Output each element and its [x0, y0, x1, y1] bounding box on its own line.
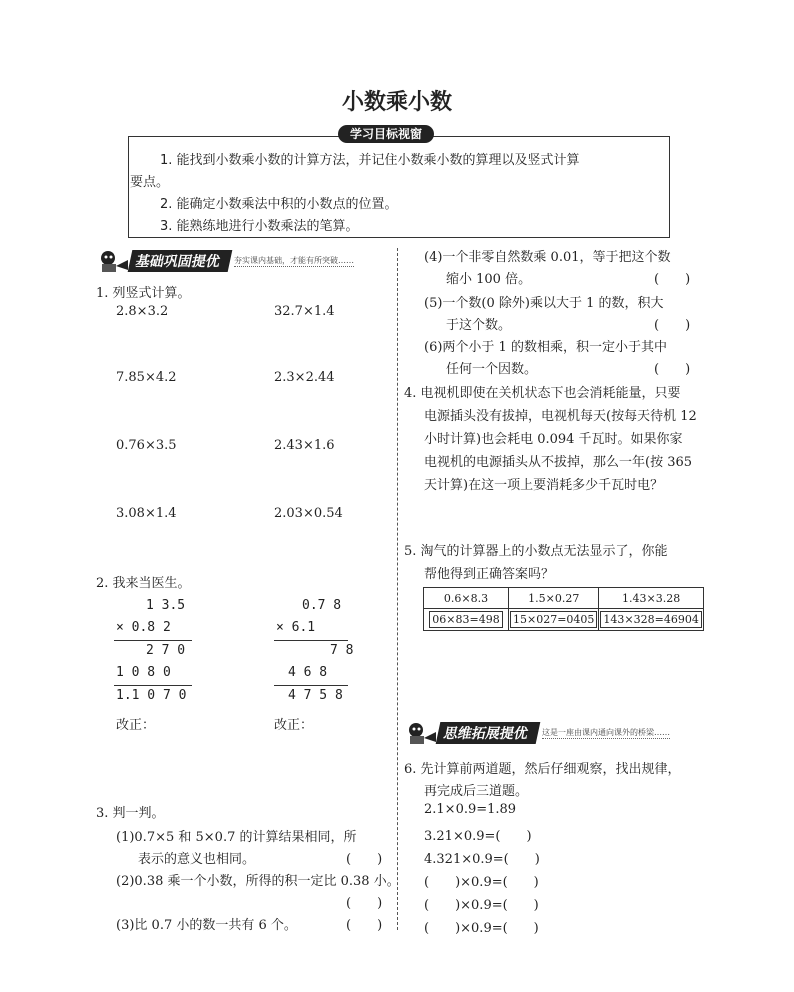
- q3-statement-5: (5)一个数(0 除外)乘以大于 1 的数，积大: [424, 296, 664, 311]
- q6-line: 再完成后三道题。: [424, 784, 529, 799]
- page-title: 小数乘小数: [341, 90, 452, 115]
- section-banner: 基础巩固提优: [128, 250, 233, 272]
- q3-statement-4-cont: 缩小 100 倍。: [446, 272, 532, 287]
- table-head-cell: 1.5×0.27: [509, 588, 599, 609]
- q4-line: 小时计算)也会耗电 0.094 千瓦时。如果你家: [424, 432, 683, 447]
- q6-equation: 3.21×0.9=( ): [424, 829, 532, 844]
- q5-line: 帮他得到正确答案吗？: [424, 567, 555, 582]
- q1-item: 7.85×4.2: [116, 370, 177, 385]
- q3-statement-2: (2)0.38 乘一个小数，所得的积一定比 0.38 小。: [116, 874, 400, 889]
- q2b-row: 0.7 8: [302, 598, 342, 613]
- table-head-cell: 0.6×8.3: [424, 588, 509, 609]
- learning-goals-badge: 学习目标视窗: [338, 125, 434, 143]
- q2b-fix-label: 改正：: [274, 718, 314, 733]
- q1-item: 32.7×1.4: [274, 304, 335, 319]
- q2b-rule: [274, 685, 348, 686]
- q1-item: 2.3×2.44: [274, 370, 335, 385]
- q2a-row: 1.1 0 7 0: [116, 688, 187, 703]
- table-result-cell: [509, 609, 599, 631]
- q2b-row: 4 7 5 8: [288, 688, 343, 703]
- q2a-row: × 0.8 2: [116, 620, 171, 635]
- q2b-row: × 6.1: [276, 620, 316, 635]
- q1-item: 2.43×1.6: [274, 438, 335, 453]
- answer-paren: ( ): [654, 272, 691, 287]
- calculator-display: 15×027=0405: [510, 611, 597, 628]
- mascot-icon: [404, 720, 438, 746]
- q1-item: 2.03×0.54: [274, 506, 343, 521]
- q3-statement-5-cont: 于这个数。: [446, 318, 512, 333]
- mascot-icon: [96, 248, 130, 274]
- section-slogan: 这是一座由课内通向课外的桥梁……: [542, 728, 670, 737]
- q2b-rule: [274, 640, 348, 641]
- q4-line: 电源插头没有拔掉，电视机每天(按每天待机 12: [424, 409, 697, 424]
- section-header-basic: [96, 250, 354, 272]
- q3-statement-1: (1)0.7×5 和 5×0.7 的计算结果相同，所: [116, 830, 357, 845]
- section-banner: 思维拓展提优: [436, 722, 541, 744]
- goal-line-3: 3. 能熟练地进行小数乘法的笔算。: [160, 219, 359, 234]
- q2a-rule: [114, 640, 192, 641]
- calculator-table: [423, 587, 704, 631]
- q1-heading: 1. 列竖式计算。: [96, 286, 191, 301]
- q3-statement-6-cont: 任何一个因数。: [446, 362, 538, 377]
- q2a-rule: [114, 685, 192, 686]
- section-slogan: 夯实课内基础，才能有所突破……: [234, 256, 354, 265]
- table-result-cell: [599, 609, 703, 631]
- section-header-extension: [404, 722, 670, 744]
- q6-line: 6. 先计算前两道题，然后仔细观察，找出规律，: [404, 762, 681, 777]
- q2b-row: 7 8: [330, 643, 354, 658]
- q6-equation: 4.321×0.9=( ): [424, 852, 540, 867]
- q3-statement-3: (3)比 0.7 小的数一共有 6 个。: [116, 918, 297, 933]
- q2a-fix-label: 改正：: [116, 718, 156, 733]
- table-result-cell: [424, 609, 509, 631]
- q2-heading: 2. 我来当医生。: [96, 576, 191, 591]
- q4-line: 4. 电视机即使在关机状态下也会消耗能量，只要: [404, 386, 681, 401]
- q2b-row: 4 6 8: [288, 665, 328, 680]
- q3-statement-4: (4)一个非零自然数乘 0.01，等于把这个数: [424, 250, 671, 265]
- answer-paren: ( ): [346, 852, 383, 867]
- q1-item: 0.76×3.5: [116, 438, 177, 453]
- table-head-cell: 1.43×3.28: [599, 588, 703, 609]
- q4-line: 电视机的电源插头从不拔掉，那么一年(按 365: [424, 455, 693, 470]
- q2a-row: 1 0 8 0: [116, 665, 171, 680]
- q3-heading: 3. 判一判。: [96, 806, 165, 821]
- q2a-row: 1 3.5: [146, 598, 186, 613]
- goal-line-2: 2. 能确定小数乘法中积的小数点的位置。: [160, 197, 398, 212]
- q6-equation: ( )×0.9=( ): [424, 898, 539, 913]
- q5-line: 5. 淘气的计算器上的小数点无法显示了，你能: [404, 544, 668, 559]
- q3-statement-6: (6)两个小于 1 的数相乘，积一定小于其中: [424, 340, 667, 355]
- answer-paren: ( ): [654, 362, 691, 377]
- q2a-row: 2 7 0: [146, 643, 186, 658]
- answer-paren: ( ): [346, 896, 383, 911]
- q1-item: 2.8×3.2: [116, 304, 169, 319]
- q6-equation: ( )×0.9=( ): [424, 921, 539, 936]
- answer-paren: ( ): [346, 918, 383, 933]
- goal-line-1: 1. 能找到小数乘小数的计算方法，并记住小数乘小数的算理以及竖式计算: [160, 153, 580, 168]
- calculator-display: 06×83=498: [429, 611, 502, 628]
- column-divider: [397, 248, 398, 930]
- q1-item: 3.08×1.4: [116, 506, 177, 521]
- q6-equation: ( )×0.9=( ): [424, 875, 539, 890]
- q6-equation: 2.1×0.9=1.89: [424, 802, 517, 817]
- goal-line-1-cont: 要点。: [130, 175, 170, 190]
- answer-paren: ( ): [654, 318, 691, 333]
- q4-line: 天计算)在这一项上要消耗多少千瓦时电？: [424, 478, 664, 493]
- q3-statement-1-cont: 表示的意义也相同。: [138, 852, 256, 867]
- calculator-display: 143×328=46904: [600, 611, 701, 628]
